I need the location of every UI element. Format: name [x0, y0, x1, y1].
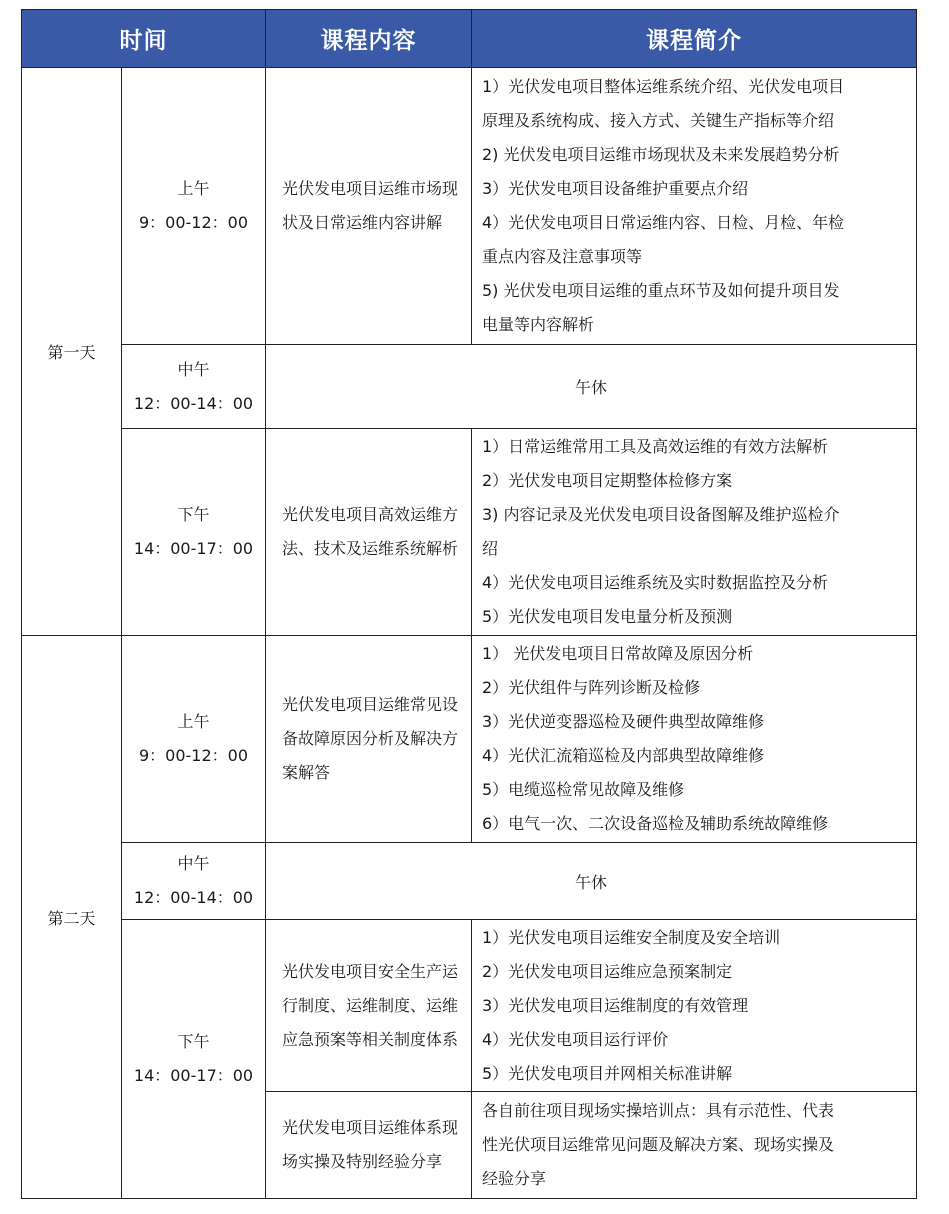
period-label: 下午	[177, 505, 210, 524]
schedule-table	[21, 9, 917, 1199]
day1-morning-row	[22, 68, 917, 345]
header-row	[22, 10, 917, 68]
intro-line: 2）光伏发电项目运维应急预案制定	[482, 961, 733, 981]
intro-line: 4）光伏发电项目运维系统及实时数据监控及分析	[482, 573, 829, 592]
header-intro: 课程简介	[472, 10, 917, 68]
day1-label: 第一天	[22, 68, 122, 636]
day2-afternoon-row	[22, 920, 917, 1092]
intro-line: 经验分享	[482, 1169, 547, 1188]
period-label: 上午	[177, 712, 210, 731]
day1-noon-row	[22, 345, 917, 429]
intro-line: 2) 光伏发电项目运维市场现状及未来发展趋势分析	[482, 145, 840, 164]
period-label: 中午	[177, 854, 210, 873]
hours-label: 12：00-14：00	[133, 393, 254, 413]
hours-label: 14：00-17：00	[133, 1066, 254, 1085]
intro-line: 电量等内容解析	[482, 315, 595, 334]
day1-afternoon-intro	[472, 429, 917, 636]
hours-label: 9：00-12：00	[138, 746, 249, 765]
intro-line: 重点内容及注意事项等	[482, 247, 643, 266]
day1-afternoon-time	[122, 429, 266, 636]
intro-line: 3）光伏发电项目运维制度的有效管理	[482, 995, 749, 1015]
day2-afternoon-intro-2	[472, 1092, 917, 1199]
hours-label: 9：00-12：00	[138, 213, 249, 232]
day2-morning-time	[122, 636, 266, 843]
day2-morning-content: 光伏发电项目运维常见设备故障原因分析及解决方案解答	[266, 636, 472, 843]
period-label: 中午	[177, 359, 210, 379]
day2-lunch-note: 午休	[266, 843, 917, 920]
intro-line: 5）电缆巡检常见故障及维修	[482, 780, 685, 799]
day1-morning-intro	[472, 68, 917, 345]
day2-afternoon-content-1: 光伏发电项目安全生产运行制度、运维制度、运维应急预案等相关制度体系	[266, 920, 472, 1092]
hours-label: 12：00-14：00	[133, 888, 254, 907]
day2-morning-intro	[472, 636, 917, 843]
day1-afternoon-row	[22, 429, 917, 636]
intro-line: 6）电气一次、二次设备巡检及辅助系统故障维修	[482, 814, 829, 833]
header-content: 课程内容	[266, 10, 472, 68]
day1-morning-content: 光伏发电项目运维市场现状及日常运维内容讲解	[266, 68, 472, 345]
day2-afternoon-time	[122, 920, 266, 1199]
intro-line: 4）光伏汇流箱巡检及内部典型故障维修	[482, 746, 765, 765]
intro-line: 绍	[482, 539, 499, 558]
day2-label: 第二天	[22, 636, 122, 1199]
day1-morning-time	[122, 68, 266, 345]
intro-line: 1）光伏发电项目整体运维系统介绍、光伏发电项目	[482, 77, 845, 96]
day2-afternoon-content-2: 光伏发电项目运维体系现场实操及特别经验分享	[266, 1092, 472, 1199]
day2-noon-row	[22, 843, 917, 920]
intro-line: 2）光伏组件与阵列诊断及检修	[482, 678, 701, 697]
intro-line: 1）光伏发电项目运维安全制度及安全培训	[482, 927, 781, 947]
intro-line: 各自前往项目现场实操培训点：具有示范性、代表	[482, 1101, 835, 1120]
period-label: 上午	[177, 179, 210, 198]
day1-lunch-note: 午休	[266, 345, 917, 429]
intro-line: 3）光伏发电项目设备维护重要点介绍	[482, 179, 749, 198]
day2-noon-time	[122, 843, 266, 920]
day1-noon-time	[122, 345, 266, 429]
intro-line: 3) 内容记录及光伏发电项目设备图解及维护巡检介	[482, 505, 840, 524]
intro-line: 2）光伏发电项目定期整体检修方案	[482, 471, 733, 490]
intro-line: 5) 光伏发电项目运维的重点环节及如何提升项目发	[482, 281, 840, 300]
period-label: 下午	[177, 1032, 210, 1051]
intro-line: 5）光伏发电项目发电量分析及预测	[482, 607, 733, 626]
day1-afternoon-content: 光伏发电项目高效运维方法、技术及运维系统解析	[266, 429, 472, 636]
intro-line: 1）日常运维常用工具及高效运维的有效方法解析	[482, 437, 829, 456]
day2-afternoon-intro-1	[472, 920, 917, 1092]
intro-line: 4）光伏发电项目日常运维内容、日检、月检、年检	[482, 213, 845, 232]
intro-line: 4）光伏发电项目运行评价	[482, 1029, 669, 1049]
day2-morning-row	[22, 636, 917, 843]
intro-line: 原理及系统构成、接入方式、关键生产指标等介绍	[482, 111, 835, 130]
intro-line: 5）光伏发电项目并网相关标准讲解	[482, 1063, 733, 1083]
header-time: 时间	[22, 10, 266, 68]
hours-label: 14：00-17：00	[133, 539, 254, 558]
intro-line: 3）光伏逆变器巡检及硬件典型故障维修	[482, 712, 765, 731]
intro-line: 1） 光伏发电项目日常故障及原因分析	[482, 644, 754, 663]
intro-line: 性光伏项目运维常见问题及解决方案、现场实操及	[482, 1135, 835, 1154]
